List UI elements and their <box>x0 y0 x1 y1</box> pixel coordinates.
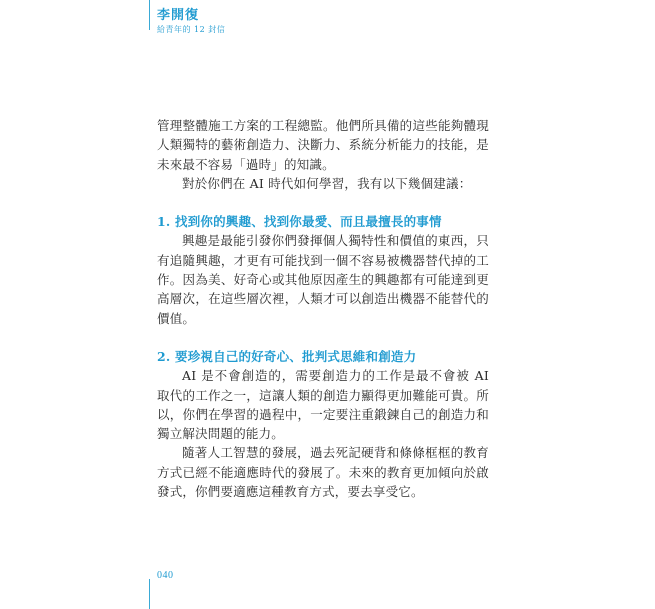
paragraph-intro: 對於你們在 AI 時代如何學習，我有以下幾個建議： <box>182 175 472 191</box>
section-heading-1: 1. 找到你的興趣、找到你最愛、而且最擅長的事情 <box>157 214 442 230</box>
paragraph-creativity: AI 是不會創造的，需要創造力的工作是最不會被 AI 取代的工作之一，這讓人類的創造力顯得更加難能可貴。所以，你們在學習的過程中，一定要注重鍛鍊自己的創造力和獨立解決問題的能力。 <box>157 368 489 442</box>
page-number: 040 <box>157 570 174 581</box>
paragraph-interest: 興趣是最能引發你們發揮個人獨特性和價值的東西，只有追隨興趣，才更有可能找到一個不容易被機器替代掉的工作。因為美、好奇心或其他原因產生的興趣都有可能達到更高層次，在這些層次裡，人類才可以創造出機器不能替代的價值。 <box>157 233 489 326</box>
running-head-author: 李開復 <box>157 8 200 23</box>
running-head <box>157 8 225 35</box>
top-margin-rule <box>149 0 150 30</box>
spacer <box>157 328 489 347</box>
paragraph-continued: 管理整體施工方案的工程總監。他們所具備的這些能夠體現人類獨特的藝術創造力、決斷力、系統分析能力的技能，是未來最不容易「過時」的知識。 <box>157 118 489 172</box>
page-body <box>157 116 489 501</box>
section-heading-2: 2. 要珍視自己的好奇心、批判式思維和創造力 <box>157 348 417 364</box>
spacer <box>157 193 489 212</box>
bottom-margin-rule <box>149 579 150 609</box>
running-head-book-title: 給青年的 12 封信 <box>157 25 226 34</box>
paragraph-education: 隨著人工智慧的發展，過去死記硬背和條條框框的教育方式已經不能適應時代的發展了。未來的教育更加傾向於啟發式，你們要適應這種教育方式，要去享受它。 <box>157 445 489 500</box>
